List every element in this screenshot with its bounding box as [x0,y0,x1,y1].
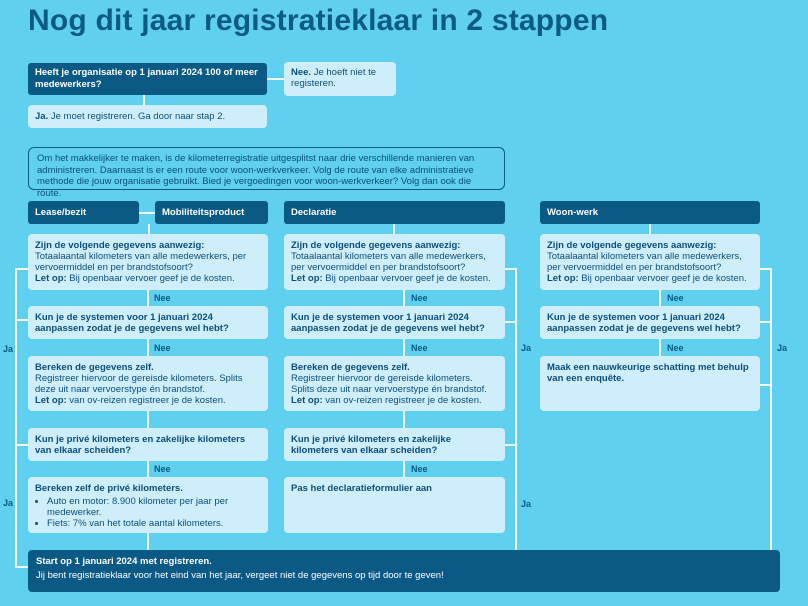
box-gegevens-letop: Let op: [291,273,323,284]
answer-no-box [284,62,396,96]
box-bereken-text: Registreer hiervoor de gereisde kilometers. Splits deze uit naar vervoerstype én brandstof. [291,373,487,395]
box-systemen-lease [28,306,268,339]
box-prive-list [35,496,261,529]
box-gegevens-letop-text: Bij openbaar vervoer geef je de kosten. [578,273,747,284]
connector [659,339,661,356]
answer-yes-text: Je moet registreren. Ga door naar stap 2. [48,111,226,122]
label-nee: Nee [667,343,684,353]
intro-text: Om het makkelijker te maken, is de kilometerregistratie uitgesplitst naar drie verschillende manieren van administreren. Daarnaast is er een route voor woon-werkverkeer. Volg de route van elke administratieve methode die jouw organisatie gebruikt. Bied je vergoedingen voor woon-werkverkeer? Volg dan ook die route. [28,147,505,190]
box-gegevens-text: Totaalaantal kilometers van alle medewerkers, per vervoermiddel en per brandstofsoort? [547,251,742,273]
box-bereken-question: Bereken de gegevens zelf. [291,362,410,373]
box-schatting-text: Maak een nauwkeurige schatting met behulp van een enquête. [547,362,749,384]
answer-no-text: Je hoeft niet te registeren. [291,67,377,89]
box-gegevens-lease [28,234,268,290]
final-title: Start op 1 januari 2024 met registreren. [36,556,212,567]
list-item: • Fiets: 7% van het totale aantal kilometers. [47,518,261,529]
header-lease: Lease/bezit [28,201,139,224]
answer-no-bold: Nee. [291,67,312,78]
box-bereken-letop-text: van ov-reizen registreer je de kosten. [322,395,482,406]
box-prive-question: Bereken zelf de privé kilometers. [35,483,183,494]
connector [147,290,149,306]
box-gegevens-letop-text: Bij openbaar vervoer geef je de kosten. [66,273,235,284]
connector [659,290,661,306]
answer-yes-bold: Ja. [35,111,49,122]
label-nee: Nee [411,293,428,303]
box-gegevens-woonwerk [540,234,760,290]
connector [403,290,405,306]
connector [143,95,145,105]
box-systemen-text: Kun je de systemen voor 1 januari 2024 aanpassen zodat je de gegevens wel hebt? [291,312,485,334]
connector [770,268,772,550]
box-scheiden-declaratie [284,428,505,461]
connector [148,212,155,214]
box-declaratieformulier-text: Pas het declaratieformulier aan [291,483,432,494]
label-ja: Ja [521,499,532,509]
label-ja: Ja [521,343,532,353]
connector [15,566,28,568]
connector [147,461,149,477]
connector [505,444,515,446]
box-scheiden-text: Kun je privé kilometers en zakelijke kilometers van elkaar scheiden? [291,434,451,456]
connector [760,384,770,386]
box-bereken-letop: Let op: [291,395,323,406]
box-scheiden-lease [28,428,268,461]
box-bereken-question: Bereken de gegevens zelf. [35,362,154,373]
box-bereken-letop-text: van ov-reizen registreer je de kosten. [66,395,226,406]
header-mobiliteit: Mobiliteitsproduct [155,201,268,224]
box-gegevens-text: Totaalaantal kilometers van alle medewerkers, per vervoermiddel en per brandstofsoort? [35,251,247,273]
connector [403,411,405,428]
answer-yes-box [28,105,267,128]
box-gegevens-declaratie [284,234,505,290]
box-declaratieformulier [284,477,505,533]
label-ja: Ja [3,344,14,354]
box-gegevens-question: Zijn de volgende gegevens aanwezig: [547,240,717,251]
box-gegevens-letop: Let op: [547,273,579,284]
page-title: Nog dit jaar registratieklaar in 2 stappen [28,4,609,37]
box-systemen-woonwerk [540,306,760,339]
final-box [28,550,780,592]
box-gegevens-question: Zijn de volgende gegevens aanwezig: [35,240,205,251]
box-bereken-text: Registreer hiervoor de gereisde kilometers. Splits deze uit naar vervoerstype én brandstof. [35,373,243,395]
box-systemen-text: Kun je de systemen voor 1 januari 2024 aanpassen zodat je de gegevens wel hebt? [35,312,229,334]
connector [505,268,515,270]
connector [267,78,284,80]
connector [649,224,651,234]
list-item: • Auto en motor: 8.900 kilometer per jaar per medewerker. [47,496,261,518]
box-prive-lease [28,477,268,533]
box-systemen-text: Kun je de systemen voor 1 januari 2024 aanpassen zodat je de gegevens wel hebt? [547,312,741,334]
connector [15,268,17,568]
question-organisation-size: Heeft je organisatie op 1 januari 2024 100 of meer medewerkers? [28,63,267,95]
connector [403,461,405,477]
connector [15,319,28,321]
box-systemen-declaratie [284,306,505,339]
label-ja: Ja [777,343,788,353]
header-declaratie: Declaratie [284,201,505,224]
connector [15,268,28,270]
connector [505,321,515,323]
connector [148,224,150,234]
box-bereken-letop: Let op: [35,395,67,406]
box-schatting [540,356,760,411]
connector [147,411,149,428]
box-gegevens-letop: Let op: [35,273,67,284]
connector [403,339,405,356]
final-text: Jij bent registratieklaar voor het eind van het jaar, vergeet niet de gegevens op tijd door te geven! [36,570,444,581]
box-scheiden-text: Kun je privé kilometers en zakelijke kilometers van elkaar scheiden? [35,434,246,456]
label-nee: Nee [154,343,171,353]
label-nee: Nee [154,293,171,303]
label-nee: Nee [411,343,428,353]
connector [147,533,149,550]
box-gegevens-letop-text: Bij openbaar vervoer geef je de kosten. [322,273,491,284]
label-nee: Nee [154,464,171,474]
box-gegevens-text: Totaalaantal kilometers van alle medewerkers, per vervoermiddel en per brandstofsoort? [291,251,486,273]
connector [760,268,770,270]
label-nee: Nee [667,293,684,303]
box-gegevens-question: Zijn de volgende gegevens aanwezig: [291,240,461,251]
box-bereken-lease [28,356,268,411]
connector [147,339,149,356]
connector [393,224,395,234]
connector [139,212,148,214]
connector [515,268,517,550]
box-bereken-declaratie [284,356,505,411]
header-woonwerk: Woon-werk [540,201,760,224]
label-ja: Ja [3,498,14,508]
label-nee: Nee [411,464,428,474]
connector [15,444,28,446]
connector [760,321,770,323]
